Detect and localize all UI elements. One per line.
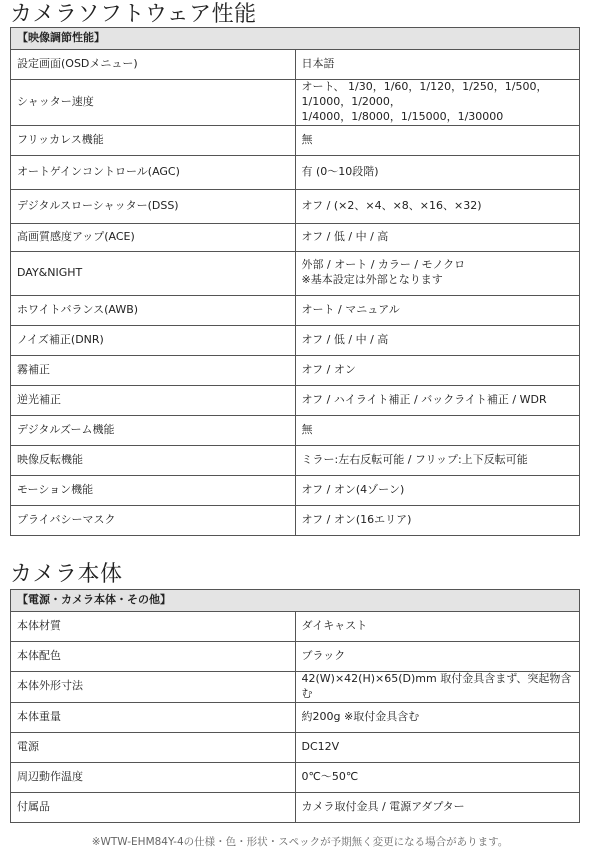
spec-value-line: 有 (0〜10段階) (301, 164, 379, 178)
table-row (11, 251, 580, 295)
spec-value-line: 42(W)×42(H)×65(D)mm 取付金具含まず、突起物含む (301, 672, 572, 700)
spec-value-line: DC12V (301, 739, 340, 753)
body-section-title: カメラ本体 (10, 562, 123, 587)
spec-value (295, 702, 580, 732)
spec-value (295, 475, 580, 505)
spec-value-line: オート / マニュアル (301, 302, 400, 316)
spec-value-line: オフ / (×2、×4、×8、×16、×32) (301, 198, 482, 212)
spec-value-line: 外部 / オート / カラー / モノクロ (301, 258, 466, 272)
spec-value (295, 355, 580, 385)
spec-label: 霧補正 (11, 355, 296, 385)
spec-label: 映像反転機能 (11, 445, 296, 475)
table-row (11, 475, 580, 505)
spec-label: 付属品 (11, 792, 296, 822)
table-row (11, 50, 580, 80)
spec-value-line: 1/4000，1/8000，1/15000，1/30000 (301, 109, 504, 123)
spec-label: 本体外形寸法 (11, 672, 296, 703)
table-row (11, 732, 580, 762)
spec-value-line: オフ / 低 / 中 / 高 (301, 332, 389, 346)
body-spec-table (10, 589, 580, 823)
spec-label: 本体材質 (11, 612, 296, 642)
spec-label: 高画質感度アップ(ACE) (11, 223, 296, 251)
spec-value (295, 385, 580, 415)
spec-value (295, 325, 580, 355)
spec-value (295, 732, 580, 762)
spec-value-line: オフ / オン(16エリア) (301, 512, 412, 526)
spec-value (295, 50, 580, 80)
spec-label: オートゲインコントロール(AGC) (11, 155, 296, 189)
spec-value-line: ダイキャスト (301, 619, 368, 633)
table-row (11, 295, 580, 325)
spec-value (295, 251, 580, 295)
spec-label: 設定画面(OSDメニュー) (11, 50, 296, 80)
table-row (11, 505, 580, 535)
spec-label: フリッカレス機能 (11, 125, 296, 155)
footer-note: ※WTW-EHM84Y-4の仕様・色・形状・スペックが予期無く変更になる場合があります。 (91, 836, 509, 848)
table-row (11, 445, 580, 475)
spec-label: プライバシーマスク (11, 505, 296, 535)
spec-value (295, 80, 580, 126)
spec-value-line: 0℃〜50℃ (301, 769, 359, 783)
table-row (11, 80, 580, 126)
table-row (11, 672, 580, 703)
spec-value (295, 295, 580, 325)
table-row (11, 762, 580, 792)
spec-value-line: カメラ取付金具 / 電源アダプター (301, 799, 465, 813)
table-row (11, 385, 580, 415)
spec-label: DAY&NIGHT (11, 251, 296, 295)
spec-value-line: ブラック (301, 649, 346, 663)
table-row (11, 155, 580, 189)
spec-label: 電源 (11, 732, 296, 762)
spec-value-line: オート、 1/30，1/60，1/120，1/250，1/500，1/1000，1/2000， (301, 80, 548, 108)
spec-value-line: 無 (301, 132, 313, 146)
table-row (11, 702, 580, 732)
spec-value (295, 445, 580, 475)
table-header-row (11, 28, 580, 50)
spec-label: 周辺動作温度 (11, 762, 296, 792)
spec-value (295, 792, 580, 822)
software-spec-table (10, 27, 580, 536)
table-row (11, 792, 580, 822)
spec-label: シャッター速度 (11, 80, 296, 126)
spec-value (295, 612, 580, 642)
table-header-row (11, 590, 580, 612)
spec-label: モーション機能 (11, 475, 296, 505)
table-row (11, 223, 580, 251)
spec-label: 逆光補正 (11, 385, 296, 415)
table-row (11, 189, 580, 223)
spec-value-line: ミラー:左右反転可能 / フリップ:上下反転可能 (301, 452, 528, 466)
spec-value-line: ※基本設定は外部となります (301, 273, 443, 287)
spec-value (295, 125, 580, 155)
spec-value (295, 505, 580, 535)
table-row (11, 125, 580, 155)
table-row (11, 612, 580, 642)
spec-label: デジタルズーム機能 (11, 415, 296, 445)
software-section-title: カメラソフトウェア性能 (10, 2, 257, 27)
table-row (11, 642, 580, 672)
spec-label: 本体重量 (11, 702, 296, 732)
spec-value-line: オフ / オン(4ゾーン) (301, 482, 405, 496)
spec-value-line: 約200g ※取付金具含む (301, 709, 420, 723)
spec-value-line: 無 (301, 422, 313, 436)
spec-label: ホワイトバランス(AWB) (11, 295, 296, 325)
spec-value-line: オフ / ハイライト補正 / バックライト補正 / WDR (301, 392, 547, 406)
table-row (11, 325, 580, 355)
spec-value (295, 762, 580, 792)
spec-label: 本体配色 (11, 642, 296, 672)
table-header: 【映像調節性能】 (11, 28, 580, 50)
spec-value-line: 日本語 (301, 57, 335, 71)
table-row (11, 355, 580, 385)
spec-value-line: オフ / オン (301, 362, 356, 376)
spec-value (295, 415, 580, 445)
spec-value (295, 155, 580, 189)
spec-value (295, 672, 580, 703)
spec-label: ノイズ補正(DNR) (11, 325, 296, 355)
spec-value (295, 642, 580, 672)
table-row (11, 415, 580, 445)
spec-value (295, 189, 580, 223)
spec-value-line: オフ / 低 / 中 / 高 (301, 229, 389, 243)
table-header: 【電源・カメラ本体・その他】 (11, 590, 580, 612)
spec-value (295, 223, 580, 251)
spec-label: デジタルスローシャッター(DSS) (11, 189, 296, 223)
